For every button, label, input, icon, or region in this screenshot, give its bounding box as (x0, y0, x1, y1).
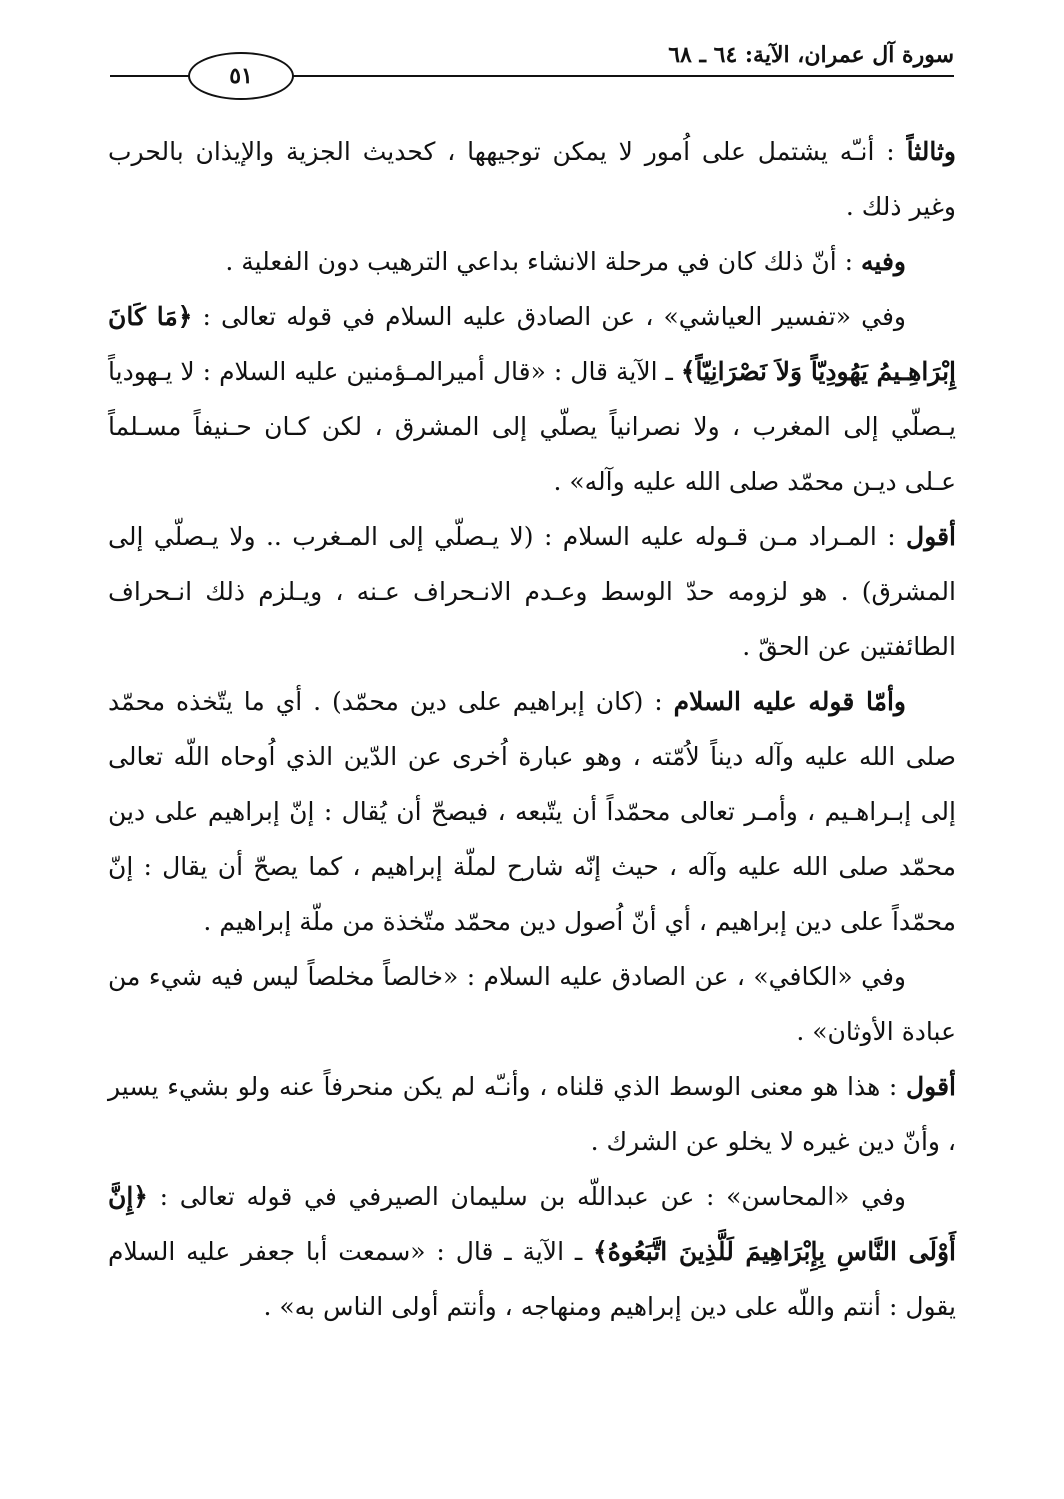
page-number: ٥١ (229, 63, 253, 89)
page-number-badge (188, 52, 294, 100)
paragraph-text: وفي «تفسير العياشي» ، عن الصادق عليه السلام في قوله تعالى : (192, 302, 906, 331)
paragraph-text: وفي «الكافي» ، عن الصادق عليه السلام : «خالصاً مخلصاً ليس فيه شيء من عبادة الأوثان» . (108, 962, 956, 1046)
paragraph-6 (108, 949, 956, 1059)
paragraph-lead: أقول (906, 1072, 956, 1101)
paragraph-lead: وثالثاً (906, 137, 957, 166)
paragraph-7 (108, 1059, 956, 1169)
running-header-title: سورة آل عمران، الآية: ٦٤ ـ ٦٨ (668, 42, 954, 68)
paragraph-3 (108, 289, 956, 509)
page-body (108, 124, 956, 1334)
paragraph-lead: أقول (906, 522, 957, 551)
paragraph-1 (108, 124, 956, 234)
paragraph-lead: وفيه (861, 247, 906, 276)
paragraph-text: وفي «المحاسن» : عن عبداللّه بن سليمان الصيرفي في قوله تعالى : (147, 1182, 906, 1211)
quran-verse: ﴿إِنَّ أَوْلَى النَّاسِ بِإِبْرَاهِيمَ لَلَّذِينَ اتَّبَعُوهُ﴾ (108, 1182, 956, 1266)
paragraph-2 (108, 234, 956, 289)
paragraph-5 (108, 674, 956, 949)
paragraph-text: : أنّ ذلك كان في مرحلة الانشاء بداعي الترهيب دون الفعلية . (225, 247, 854, 276)
paragraph-lead: وأمّا قوله عليه السلام (673, 687, 906, 716)
paragraph-text: : هذا هو معنى الوسط الذي قلناه ، وأنـّه لم يكن منحرفاً عنه ولو بشيء يسير ، وأنّ دين غيره لا يخلو عن الشرك . (108, 1072, 956, 1156)
paragraph-text: : أنـّه يشتمل على اُمور لا يمكن توجيهها ، كحديث الجزية والإيذان بالحرب وغير ذلك . (108, 137, 956, 221)
paragraph-text-continued: ـ الآية ـ قال : «سمعت أبا جعفر عليه السلام يقول : أنتم واللّه على دين إبراهيم ومنهاجه ، وأنتم أولى الناس به» . (108, 1237, 956, 1321)
paragraph-8 (108, 1169, 956, 1334)
paragraph-4 (108, 509, 956, 674)
page-header (110, 38, 954, 88)
paragraph-text: : (كان إبراهيم على دين محمّد) . أي ما يتّخذه محمّد صلى الله عليه وآله ديناً لاُمّته ، وهو عبارة اُخرى عن الدّين الذي اُوحاه اللّه تعالى إلى إبـراهـيم ، وأمـر تعالى محمّداً أن يتّبعه ، فيصحّ أن يُقال : إنّ إبراهيم على دين محمّد صلى الله عليه وآله ، حيث إنّه شارح لملّة إبراهيم ، كما يصحّ أن يقال : إنّ محمّداً على دين إبراهيم ، أي أنّ اُصول دين محمّد متّخذة من ملّة إبراهيم . (108, 687, 956, 936)
paragraph-text: : المـراد مـن قـوله عليه السلام : (لا يـصلّي إلى المـغرب .. ولا يـصلّي إلى المشرق) . هو لزومه حدّ الوسط وعـدم الانـحراف عـنه ، ويـلزم ذلك انـحراف الطائفتين عن الحقّ . (108, 522, 956, 661)
quran-verse: ﴿مَا كَانَ إِبْرَاهِـيمُ يَهُودِيّاً وَلاَ نَصْرَانِيّاً﴾ (108, 302, 956, 386)
paragraph-text-continued: ـ الآية قال : «قال أميرالمـؤمنين عليه السلام : لا يـهودياً يـصلّي إلى المغرب ، ولا نصرانياً يصلّي إلى المشرق ، لكن كـان حـنيفاً مسـلماً عـلى ديـن محمّد صلى الله عليه وآله» . (108, 357, 956, 496)
